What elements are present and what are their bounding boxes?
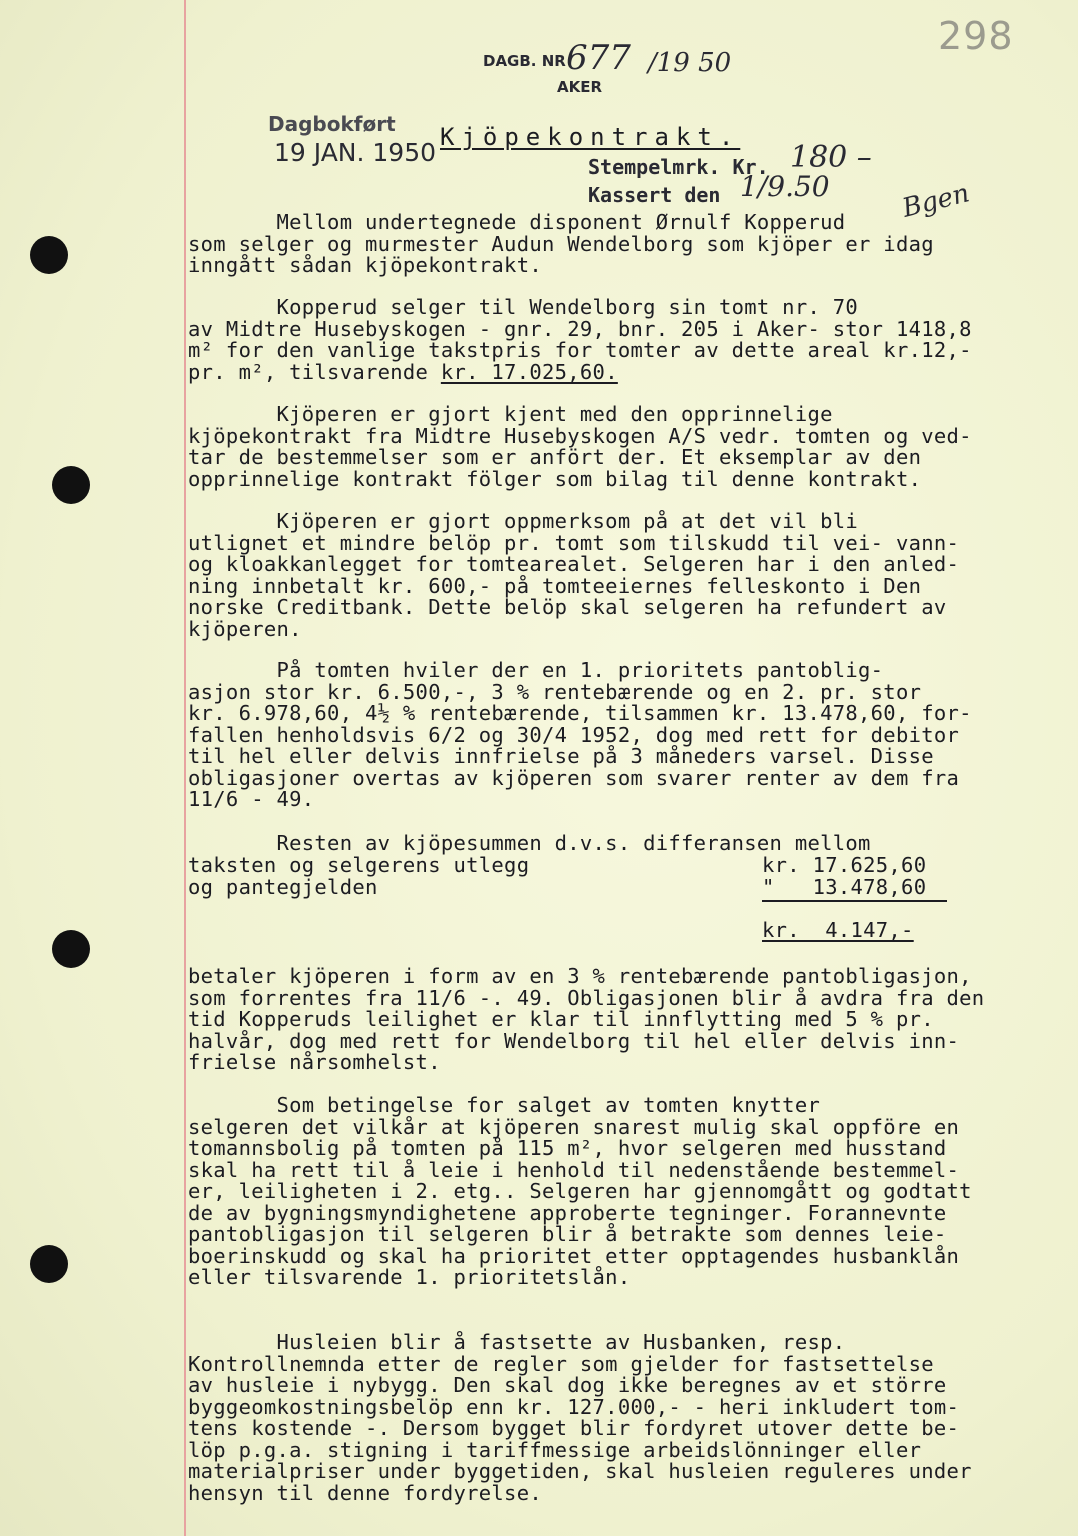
paragraph-line: eller tilsvarende 1. prioritetslån.	[188, 1265, 631, 1289]
paragraph-line: Kontrollnemnda etter de regler som gjelder for fastsettelse	[188, 1351, 934, 1376]
paragraph-line: boerinskudd og skal ha prioritet etter opptagendes husbanklån	[188, 1243, 960, 1268]
punch-hole	[52, 466, 90, 504]
paragraph-line: pr. m², tilsvarende kr. 17.025,60.	[188, 359, 618, 384]
paragraph-line: asjon stor kr. 6.500,-, 3 % rentebærende og en 2. pr. stor	[188, 679, 922, 704]
paragraph-line: fallen henholdsvis 6/2 og 30/4 1952, dog med rett for debitor	[188, 722, 960, 747]
paragraph-line: Kjöperen er gjort kjent med den opprinnelige	[188, 402, 833, 426]
calc-amount: kr. 17.625,60	[762, 853, 927, 877]
calc-label: taksten og selgerens utlegg	[188, 853, 530, 877]
paragraph-line: kjöperen.	[188, 616, 302, 641]
paragraph-line: tens kostende -. Dersom bygget blir fordyret utover dette be-	[188, 1416, 960, 1440]
paragraph-line: av Midtre Husebyskogen - gnr. 29, bnr. 205 i Aker- stor 1418,8	[188, 316, 972, 341]
paragraph-line: löp p.g.a. stigning i tariffmessige arbeidslönninger eller	[188, 1437, 922, 1462]
dagb-label: DAGB. NR	[483, 52, 566, 70]
underlined-amount: kr. 17.025,60.	[440, 359, 618, 384]
punch-hole	[30, 1245, 68, 1283]
paragraph-line: Mellom undertegnede disponent Ørnulf Kopperud	[188, 210, 846, 234]
paragraph-line: Kopperud selger til Wendelborg sin tomt nr. 70	[188, 295, 859, 319]
paragraph-line: hensyn til denne fordyrelse.	[188, 1480, 542, 1505]
paragraph-line: som selger og murmester Audun Wendelborg som kjöper er idag	[188, 231, 934, 256]
paragraph-line: tid Kopperuds leilighet er klar til innflytting med 5 % pr.	[188, 1007, 934, 1031]
paragraph-line: betaler kjöperen i form av en 3 % rentebærende pantobligasjon,	[188, 964, 972, 988]
paragraph-line: av husleie i nybygg. Den skal dog ikke beregnes av et större	[188, 1373, 947, 1397]
calc-label: og pantegjelden	[188, 874, 378, 899]
paragraph-line: inngått sådan kjöpekontrakt.	[188, 253, 542, 277]
dagbokfort-label: Dagbokført	[268, 112, 396, 136]
stempelmerke-amount: 180 –	[790, 140, 872, 175]
paragraph-line: til hel eller delvis innfrielse på 3 måneders varsel. Disse	[188, 744, 934, 768]
paragraph-line: de av bygningsmyndighetene approberte tegninger. Forannevnte	[188, 1200, 947, 1225]
paragraph-line: tomannsbolig på tomten på 115 m², hvor selgeren med husstand	[188, 1136, 947, 1160]
dagb-year: /19 50	[648, 48, 732, 78]
paragraph-line: Resten av kjöpesummen d.v.s. differansen mellom	[188, 831, 871, 855]
paragraph-line: utlignet et mindre belöp pr. tomt som tilskudd til vei- vann-	[188, 530, 960, 555]
paragraph-line: frielse nårsomhelst.	[188, 1050, 441, 1074]
kassert-label: Kassert den	[588, 183, 721, 207]
paragraph-line: opprinnelige kontrakt fölger som bilag til denne kontrakt.	[188, 466, 922, 491]
paragraph-line: og kloakkanlegget for tomtearealet. Selgeren har i den anled-	[188, 552, 960, 576]
stempelmerke-label: Stempelmrk. Kr.	[588, 155, 769, 179]
paragraph-line: Husleien blir å fastsette av Husbanken, resp.	[188, 1330, 846, 1354]
paragraph-line: kr. 6.978,60, 4½ % rentebærende, tilsammen kr. 13.478,60, for-	[188, 701, 972, 725]
paragraph-line: byggeomkostningsbelöp enn kr. 127.000,- - heri inkludert tom-	[188, 1394, 960, 1419]
punch-hole	[30, 236, 68, 274]
paragraph-line: Som betingelse for salget av tomten knytter	[188, 1093, 821, 1117]
paragraph-line: materialpriser under byggetiden, skal husleien reguleres under	[188, 1459, 972, 1483]
paragraph-line: skal ha rett til å leie i henhold til nedenstående bestemmel-	[188, 1157, 960, 1182]
place-stamp: AKER	[557, 78, 603, 96]
page-number: 298	[938, 14, 1014, 58]
paragraph-line: som forrentes fra 11/6 -. 49. Obligasjonen blir å avdra fra den	[188, 985, 985, 1010]
calc-amount: " 13.478,60	[762, 874, 927, 899]
paragraph-line: 11/6 - 49.	[188, 787, 315, 811]
document-title: Kjöpekontrakt.	[440, 123, 741, 151]
paragraph-line: er, leiligheten i 2. etg.. Selgeren har gjennomgått og godtatt	[188, 1179, 972, 1203]
paragraph-line: norske Creditbank. Dette belöp skal selgeren ha refundert av	[188, 595, 947, 619]
calc-total: kr. 4.147,-	[762, 918, 914, 942]
dagbokfort-date: 19 JAN. 1950	[274, 138, 437, 167]
paragraph-line: pantobligasjon til selgeren blir å betrakte som dennes leie-	[188, 1222, 947, 1246]
paragraph-line: m² for den vanlige takstpris for tomter av dette areal kr.12,-	[188, 338, 972, 362]
kassert-date: 1/9.50	[740, 170, 830, 203]
punch-hole	[52, 930, 90, 968]
paragraph-line: På tomten hviler der en 1. prioritets pantoblig-	[188, 658, 884, 682]
paragraph-line: Kjöperen er gjort oppmerksom på at det vil bli	[188, 509, 859, 533]
paragraph-line: obligasjoner overtas av kjöperen som svarer renter av dem fra	[188, 765, 960, 790]
calc-rule	[762, 900, 947, 902]
paragraph-line: selgeren det vilkår at kjöperen snarest mulig skal oppföre en	[188, 1114, 960, 1139]
paragraph-line: halvår, dog med rett for Wendelborg til hel eller delvis inn-	[188, 1028, 960, 1053]
dagb-number: 677	[566, 38, 631, 78]
initials: Bgen	[899, 178, 973, 224]
paragraph-line: tar de bestemmelser som er anfört der. Et eksemplar av den	[188, 445, 922, 469]
paragraph-line: ning innbetalt kr. 600,- på tomteeiernes felleskonto i Den	[188, 573, 922, 598]
paragraph-line: kjöpekontrakt fra Midtre Husebyskogen A/S vedr. tomten og ved-	[188, 423, 972, 448]
margin-line	[184, 0, 186, 1536]
